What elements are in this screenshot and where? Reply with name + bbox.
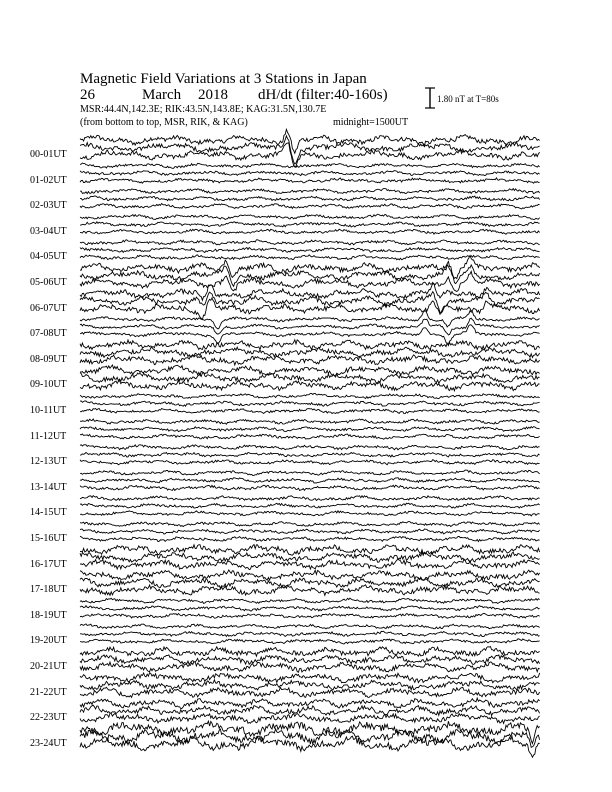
hour-label: 11-12UT (30, 430, 67, 442)
trace-msr (80, 409, 540, 414)
trace-kag (80, 522, 540, 527)
trace-rik (80, 552, 540, 562)
hour-label: 20-21UT (30, 661, 67, 672)
trace-msr (80, 325, 540, 344)
date-month: March (142, 87, 182, 103)
trace-kag (80, 570, 540, 581)
trace-rik (80, 478, 540, 483)
trace-rik (80, 171, 540, 176)
hour-label: 14-15UT (30, 507, 67, 519)
hour-label: 05-06UT (30, 277, 67, 288)
trace-kag (80, 445, 540, 450)
trace-rik (80, 453, 540, 458)
trace-rik (80, 606, 540, 611)
traces-group (80, 129, 540, 757)
scale-label: 1.80 nT at T=80s (437, 94, 499, 104)
trace-rik (80, 196, 540, 201)
trace-msr (80, 485, 540, 490)
trace-msr (80, 434, 540, 439)
hour-label: 08-09UT (30, 353, 67, 365)
hour-label: 21-22UT (30, 686, 67, 698)
trace-msr (80, 178, 540, 183)
trace-kag (80, 673, 540, 683)
trace-kag (80, 470, 540, 475)
trace-rik (80, 265, 540, 287)
trace-msr (80, 511, 540, 516)
trace-kag (80, 545, 540, 556)
hour-label: 19-20UT (30, 635, 67, 647)
trace-kag (80, 598, 540, 603)
trace-msr (80, 380, 540, 391)
hour-label: 02-03UT (30, 200, 67, 212)
hour-label: 00-01UT (30, 149, 67, 160)
trace-msr (80, 229, 540, 234)
trace-kag (80, 240, 540, 245)
midnight-note: midnight=1500UT (333, 117, 409, 128)
trace-kag (80, 496, 540, 501)
hour-label: 13-14UT (30, 481, 67, 493)
trace-msr (80, 355, 540, 365)
scale-bar (425, 88, 435, 108)
date-year: 2018 (198, 87, 228, 103)
hour-label: 10-11UT (30, 405, 67, 416)
trace-rik (80, 705, 540, 715)
hour-label: 07-08UT (30, 328, 67, 340)
trace-rik (80, 631, 540, 636)
trace-msr (80, 687, 540, 697)
trace-kag (80, 340, 540, 350)
trace-msr (80, 585, 540, 596)
station-order-note: (from bottom to top, MSR, RIK, & KAG) (80, 117, 248, 128)
hour-label: 18-19UT (30, 609, 67, 621)
trace-msr (80, 736, 540, 757)
trace-rik (80, 680, 540, 690)
trace-rik (80, 248, 540, 253)
hour-label: 17-18UT (30, 584, 67, 596)
trace-kag (80, 189, 540, 194)
trace-msr (80, 639, 540, 644)
hour-label: 04-05UT (30, 251, 67, 263)
hour-label: 12-13UT (30, 456, 67, 468)
trace-msr (80, 536, 540, 541)
hour-label: 06-07UT (30, 302, 67, 314)
trace-kag (80, 365, 540, 376)
trace-rik (80, 373, 540, 384)
hour-label: 09-10UT (30, 379, 67, 391)
chart-title: Magnetic Field Variations at 3 Stations in Japan (80, 71, 367, 87)
trace-msr (80, 662, 540, 673)
trace-rik (80, 222, 540, 227)
trace-msr (80, 204, 540, 210)
trace-rik (80, 655, 540, 665)
hour-label: 23-24UT (30, 737, 67, 749)
trace-kag (80, 214, 540, 219)
trace-msr (80, 713, 540, 723)
trace-kag (80, 419, 540, 424)
date-day: 26 (80, 87, 95, 103)
trace-rik (80, 427, 540, 432)
trace-kag (80, 393, 540, 398)
hour-label: 03-04UT (30, 225, 67, 237)
trace-msr (80, 460, 540, 465)
trace-rik (80, 503, 540, 508)
hour-label: 15-16UT (30, 533, 67, 544)
hour-label: 16-17UT (30, 558, 67, 570)
trace-msr (80, 614, 540, 619)
station-coordinates: MSR:44.4N,142.3E; RIK:43.5N,143.8E; KAG:31.5N,130.7E (80, 104, 327, 115)
trace-rik (80, 529, 540, 534)
trace-kag (80, 647, 540, 657)
hour-label: 01-02UT (30, 174, 67, 186)
quantity-label: dH/dt (filter:40-160s) (258, 87, 388, 103)
hour-label: 22-23UT (30, 712, 67, 724)
trace-kag (80, 163, 540, 168)
trace-kag (80, 624, 540, 629)
trace-rik (80, 401, 540, 406)
